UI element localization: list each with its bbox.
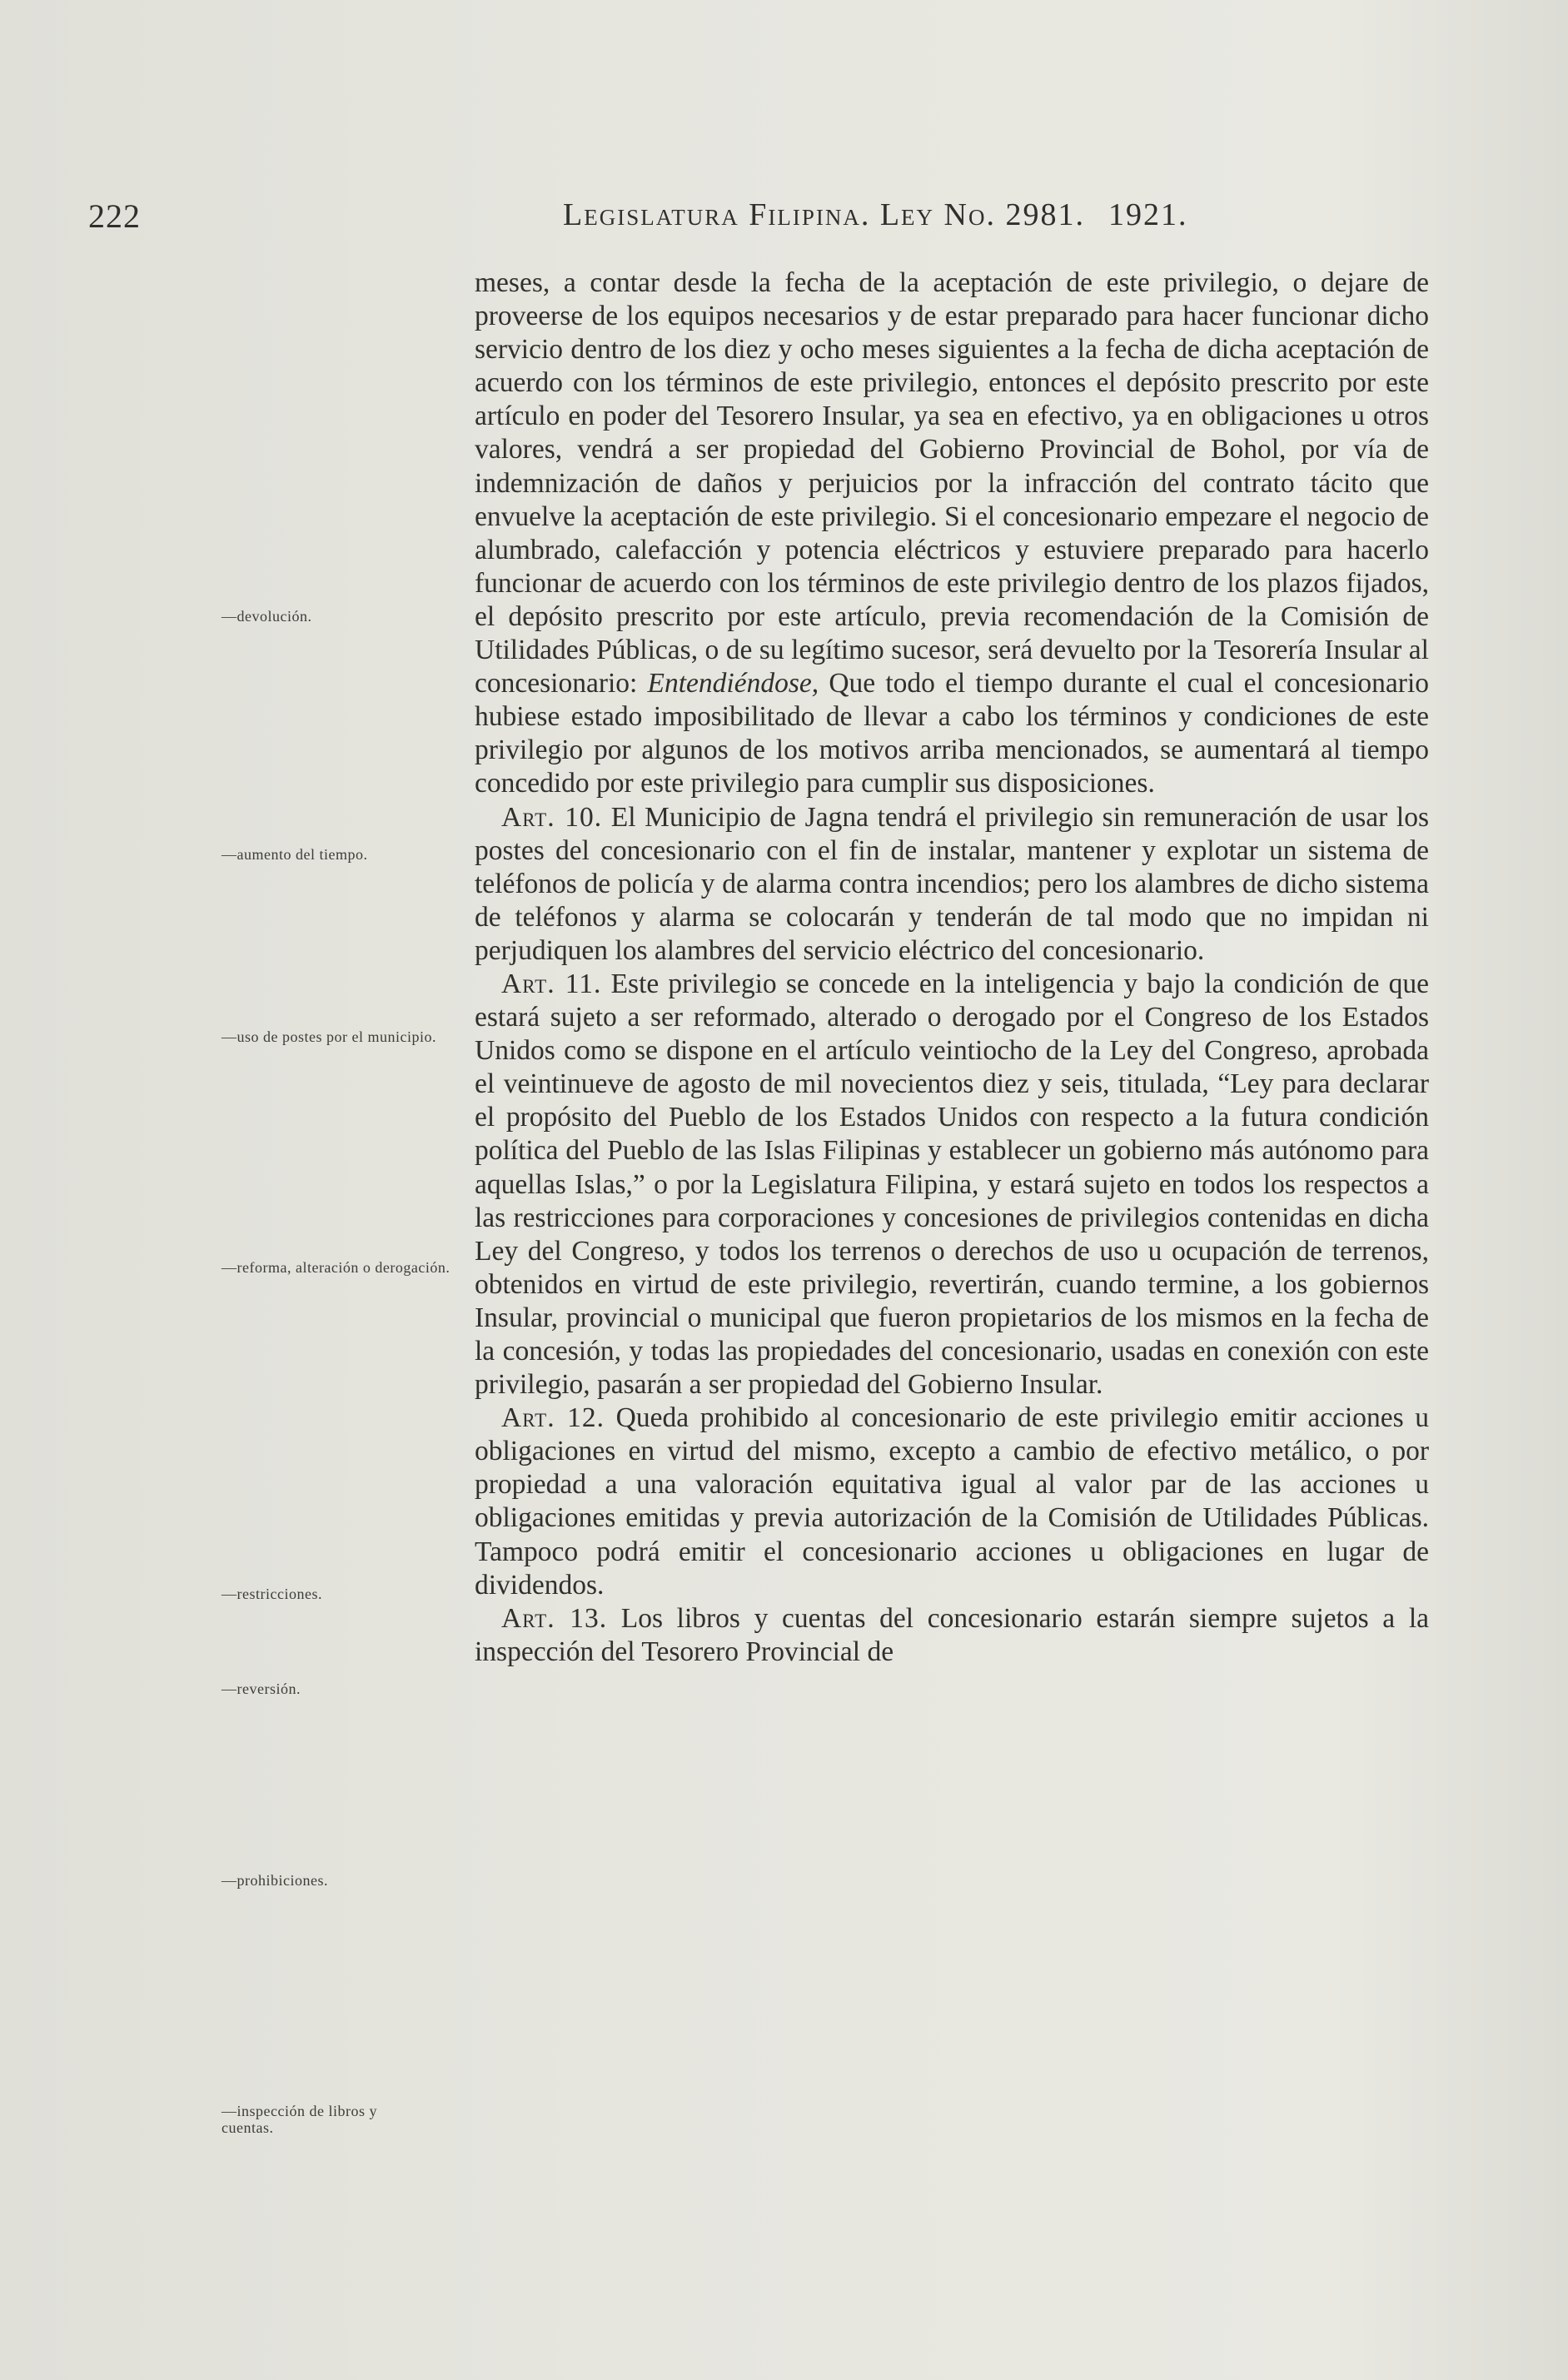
article-label: Art. 11. xyxy=(501,968,602,999)
emphasis-text: Entendiéndose, xyxy=(647,668,819,700)
article-label: Art. 12. xyxy=(501,1402,605,1434)
article-text: El Municipio de Jagna tendrá el privilegio sin remuneración de usar los postes del concesionario con el fin de instalar, mantener y explotar un sistema de teléfonos de policía y de alarma contra incendios; pero los alambres de dicho sistema de teléfonos y alarma se colocarán y tenderán de tal modo que no impidan ni perjudiquen los alambres del servicio eléctrico del concesionario. xyxy=(475,801,1430,966)
article-12 xyxy=(475,1402,1429,1602)
body-text xyxy=(475,266,1429,1669)
margin-note-prohibiciones: —prohibiciones. xyxy=(222,1872,328,1889)
margin-note-reforma: —reforma, alteración o derogación. xyxy=(222,1259,450,1276)
article-label: Art. 10. xyxy=(501,801,603,833)
article-text: Los libros y cuentas del concesionario estarán siempre sujetos a la inspección del Tesorero Provincial de xyxy=(475,1602,1429,1667)
page-number: 222 xyxy=(88,197,141,235)
article-text: Este privilegio se concede en la inteligencia y bajo la condición de que estará sujeto a ser reformado, alterado o derogado por el Congreso de los Estados Unidos como se dispone en el artículo veintiocho de la Ley del Congreso, aprobada el veintinueve de agosto de mil novecientos diez y seis, titulada, “Ley para declarar el propósito del Pueblo de los Estados Unidos con respecto a la futura condición política del Pueblo de las Islas Filipinas y establecer un gobierno más autónomo para aquellas Islas,” o por la Legislatura Filipina, y estará sujeto en todos los respectos a las restricciones para corporaciones y concesiones de privilegios contenidas en dicha Ley del Congreso, y todos los terrenos o derechos de uso u ocupación de terrenos, obtenidos en virtud de este privilegio, revertirán, cuando termine, a los gobiernos Insular, provincial o municipal que fueron propietarios de los mismos en la fecha de la concesión, y todas las propiedades del concesionario, usadas en conexión con este privilegio, pasarán a ser propiedad del Gobierno Insular. xyxy=(475,968,1430,1401)
running-year: 1921. xyxy=(1108,197,1188,232)
margin-note-aumento-tiempo: —aumento del tiempo. xyxy=(222,846,368,863)
article-label: Art. 13. xyxy=(501,1602,608,1634)
paragraph-text: meses, a contar desde la fecha de la aceptación de este privilegio, o dejare de proveerse de los equipos necesarios y de estar preparado para hacer funcionar dicho servicio dentro de los diez y ocho meses siguientes a la fecha de dicha aceptación de acuerdo con los términos de este privilegio, entonces el depósito prescrito por este artículo en poder del Tesorero Insular, ya sea en efectivo, ya en obligaciones u otros valores, vendrá a ser propiedad del Gobierno Provincial de Bohol, por vía de indemnización de daños y perjuicios por la infracción del contrato tácito que envuelve la aceptación de este privilegio. Si el concesionario empezare el negocio de alumbrado, calefacción y potencia eléctricos y estuviere preparado para hacerlo funcionar de acuerdo con los términos de este privilegio dentro de los plazos fijados, el depósito prescrito por este artículo, previa recomendación de la Comisión de Utilidades Públicas, o de su legítimo sucesor, será devuelto por la Tesorería Insular al concesionario: xyxy=(475,267,1429,700)
running-head xyxy=(563,197,1187,233)
margin-note-uso-postes: —uso de postes por el municipio. xyxy=(222,1028,436,1045)
paragraph-text: Que todo el tiempo durante el cual el concesionario hubiese estado imposibilitado de llevar a cabo los términos y condiciones de este privilegio por algunos de los motivos arriba mencionados, se aumentará al tiempo concedido por este privilegio para cumplir sus disposiciones. xyxy=(475,668,1430,799)
article-10 xyxy=(475,801,1429,968)
margin-note-reversion: —reversión. xyxy=(222,1680,301,1697)
paragraph-continuation xyxy=(475,266,1429,801)
article-11 xyxy=(475,968,1429,1402)
running-title: Legislatura Filipina. Ley No. 2981. xyxy=(563,197,1085,232)
article-text: Queda prohibido al concesionario de este privilegio emitir acciones u obligaciones en virtud del mismo, excepto a cambio de efectivo metálico, o por propiedad a una valoración equitativa igual al valor par de las acciones u obligaciones emitidas y previa autorización de la Comisión de Utilidades Públicas. Tampoco podrá emitir el concesionario acciones u obligaciones en lugar de dividendos. xyxy=(475,1402,1430,1601)
margin-note-inspeccion: —inspección de libros y cuentas. xyxy=(222,2103,377,2136)
margin-note-devolucion: —devolución. xyxy=(222,608,312,625)
article-13 xyxy=(475,1602,1429,1669)
margin-note-restricciones: —restricciones. xyxy=(222,1586,322,1602)
